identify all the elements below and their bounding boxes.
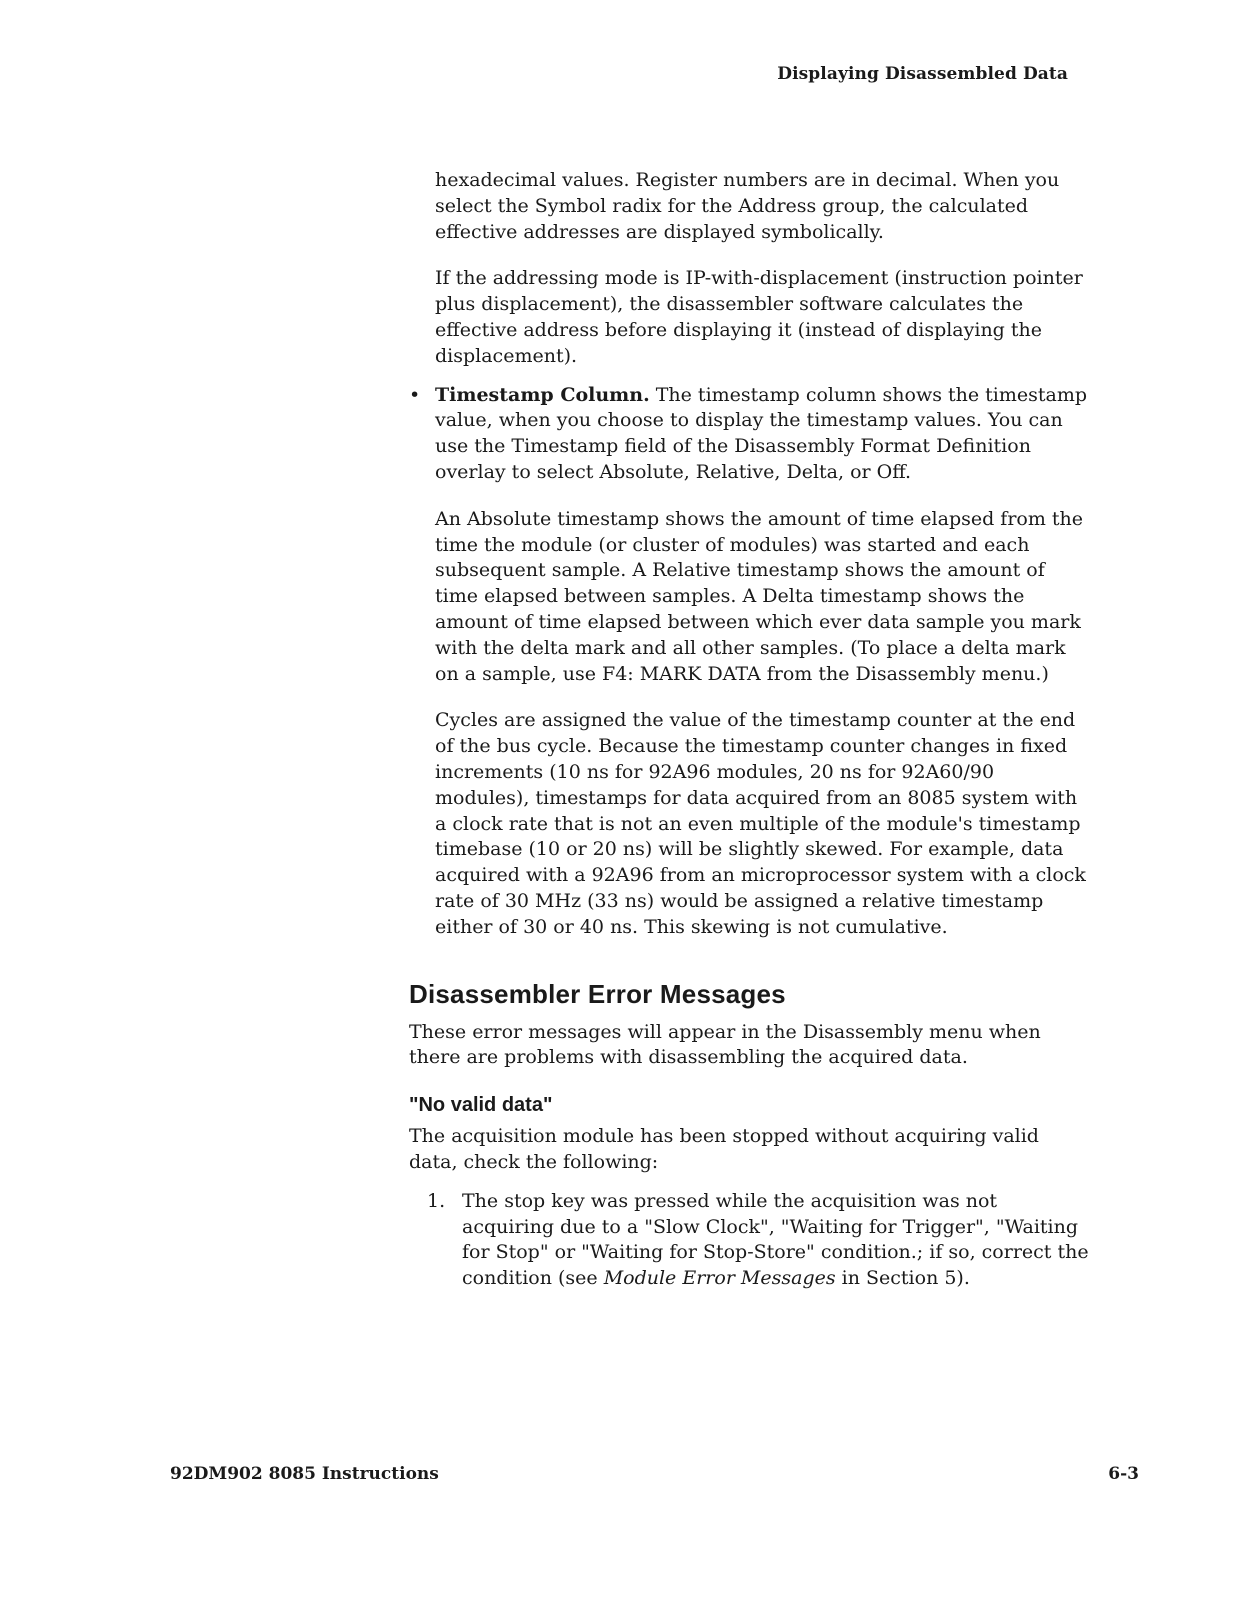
numbered-item-1	[427, 1189, 1089, 1292]
paragraph-cycles: Cycles are assigned the value of the timestamp counter at the end of the bus cycle. Because the timestamp counter changes in fixed increments (10 ns for 92A96 modules, 20 ns for 92A60/90 modules), timestamps for data acquired from an 8085 system with a clock rate that is not an even multiple of the module's timestamp timebase (10 or 20 ns) will be slightly skewed. For example, data acquired with a 92A96 from an microprocessor system with a clock rate of 30 MHz (33 ns) would be assigned a relative timestamp either of 30 or 40 ns. This skewing is not cumulative.	[435, 709, 1086, 938]
main-content	[409, 168, 1089, 1292]
timestamp-column-text: The timestamp column shows the timestamp value, when you choose to display the timestamp values. You can use the Timestamp field of the Disassembly Format Definition overlay to select Absolute, Relative, Delta, or Off.	[435, 383, 1088, 483]
running-header: Displaying Disassembled Data	[777, 64, 1068, 84]
item1-text-a: The stop key was pressed while the acquisition was not acquiring due to a "Slow Clock", "Waiting for Trigger", "Waiting for Stop" or "Waiting for Stop-Store" condition.; if so, correct the condition (see	[462, 1189, 1089, 1290]
bullet-icon: •	[409, 383, 421, 406]
subsection-intro: The acquisition module has been stopped without acquiring valid data, check the following:	[409, 1125, 1039, 1173]
item1-text-b: in Section 5).	[835, 1267, 970, 1290]
section-intro: These error messages will appear in the Disassembly menu when there are problems with disassembling the acquired data.	[409, 1020, 1041, 1069]
paragraph-radix: hexadecimal values. Register numbers are in decimal. When you select the Symbol radix for the Address group, the calculated effective addresses are displayed symbolically.	[435, 169, 1060, 243]
footer-doc-title: 92DM902 8085 Instructions	[170, 1464, 439, 1484]
item-number: 1.	[427, 1189, 446, 1212]
paragraph-absolute-timestamp: An Absolute timestamp shows the amount of time elapsed from the time the module (or cluster of modules) was started and each subsequent sample. A Relative timestamp shows the amount of time elapsed between samples. A Delta timestamp shows the amount of time elapsed between which ever data sample you mark with the delta mark and all other samples. (To place a delta mark on a sample, use F4: MARK DATA from the Disassembly menu.)	[435, 507, 1084, 685]
item1-reference: Module Error Messages	[603, 1267, 836, 1290]
footer-page-number: 6-3	[1108, 1464, 1139, 1484]
bullet-item-timestamp-column	[409, 383, 1089, 486]
subsection-heading-no-valid-data: "No valid data"	[409, 1094, 553, 1117]
timestamp-column-lead: Timestamp Column.	[435, 383, 650, 406]
paragraph-ip-displacement: If the addressing mode is IP-with-displacement (instruction pointer plus displacement), the disassembler software calculates the effective address before displaying it (instead of displaying the displacement).	[435, 267, 1083, 367]
section-heading-error-messages: Disassembler Error Messages	[409, 978, 786, 1009]
